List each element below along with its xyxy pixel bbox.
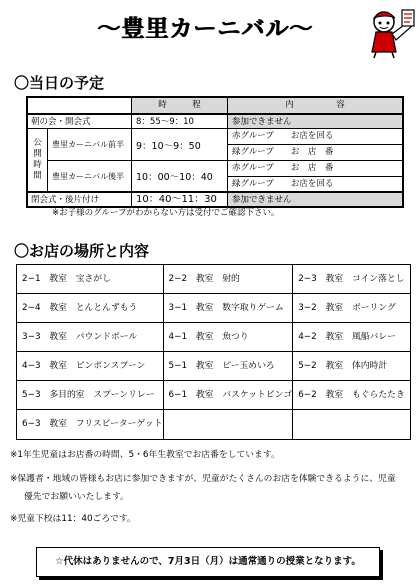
shop-cell: 5−1 教室 ピー玉めいろ	[164, 352, 294, 381]
shop-cell: 6−2 教室 もぐらたたき	[293, 381, 410, 410]
row-content: 参加できません	[228, 193, 402, 206]
schedule-row-opening	[28, 113, 402, 128]
shop-cell: 6−1 教室 バスケットビンゴ	[164, 381, 294, 410]
note-guardians: ※保護者・地域の皆様もお店に参加できますが、児童がたくさんのお店を体験できるように、児童	[10, 474, 396, 484]
shops-table	[16, 264, 411, 440]
row-time: 10：40〜11：30	[132, 193, 228, 206]
mascot-illustration	[368, 8, 416, 60]
group-row: 緑グループ お店を回る	[228, 176, 402, 191]
session-time: 10：00〜10：40	[132, 161, 228, 191]
shop-cell: 6−3 教室 フリスビーターゲット	[17, 410, 164, 439]
shop-cell: 2−2 教室 射的	[164, 265, 294, 294]
shops-heading: 〇お店の場所と内容	[14, 242, 150, 260]
page-title: 〜豊里カーニバル〜	[97, 16, 313, 42]
header-time: 時 程	[132, 98, 228, 113]
public-hours-block	[28, 128, 402, 191]
session-first-half	[48, 129, 402, 160]
row-label: 閉会式・後片付け	[28, 193, 132, 206]
shop-cell: 3−1 教室 数字取りゲーム	[164, 294, 294, 323]
session-name: 豊里カーニバル後半	[48, 161, 132, 191]
schedule-row-closing	[28, 191, 402, 206]
shop-cell: 4−2 教室 風船バレー	[293, 323, 410, 352]
schedule-note: ※お子様のグループがわからない方は受付でご確認下さい。	[52, 208, 280, 218]
shop-cell: 3−3 教室 パウンドボール	[17, 323, 164, 352]
shop-cell: 2−3 教室 コイン落とし	[293, 265, 410, 294]
shop-cell: 2−4 教室 とんとんずもう	[17, 294, 164, 323]
shop-cell: 3−2 教室 ボーリング	[293, 294, 410, 323]
session-second-half	[48, 160, 402, 191]
header-content: 内 容	[285, 100, 345, 110]
header	[0, 6, 420, 52]
note-dismissal: ※児童下校は11：40ごろです。	[10, 514, 136, 524]
note-first-grade: ※1年生児童はお店番の時間、5・6年生教室でお店番をしています。	[10, 450, 280, 460]
session-time: 9：10〜9：50	[132, 129, 228, 160]
row-label: 朝の会・開会式	[28, 115, 132, 128]
schedule-header-row	[28, 98, 402, 113]
row-content: 参加できません	[228, 115, 402, 128]
shop-cell: 4−1 教室 魚つり	[164, 323, 294, 352]
shop-cell-empty	[164, 410, 294, 439]
row-time: 8：55〜9：10	[132, 115, 228, 128]
shop-cell: 5−3 多目的室 スプーンリレー	[17, 381, 164, 410]
schedule-table	[26, 96, 404, 208]
shop-cell: 2−1 教室 宝さがし	[17, 265, 164, 294]
group-row: 赤グループ お店を回る	[232, 131, 334, 141]
group-row: 赤グループ お 店 番	[232, 163, 334, 173]
note-guardians-cont: 優先でお願いいたします。	[24, 492, 129, 502]
shop-cell-empty	[293, 410, 410, 439]
public-hours-label: 公 開 時 間	[28, 129, 48, 191]
notice-box: ☆代休はありませんので、7月3日（月）は通常通りの授業となります。	[36, 547, 380, 577]
shop-cell: 5−2 教室 体内時計	[293, 352, 410, 381]
schedule-heading: 〇当日の予定	[14, 74, 105, 92]
session-name: 豊里カーニバル前半	[48, 129, 132, 160]
group-row: 緑グループ お 店 番	[228, 144, 402, 159]
shop-cell: 4−3 教室 ピンポンスプーン	[17, 352, 164, 381]
